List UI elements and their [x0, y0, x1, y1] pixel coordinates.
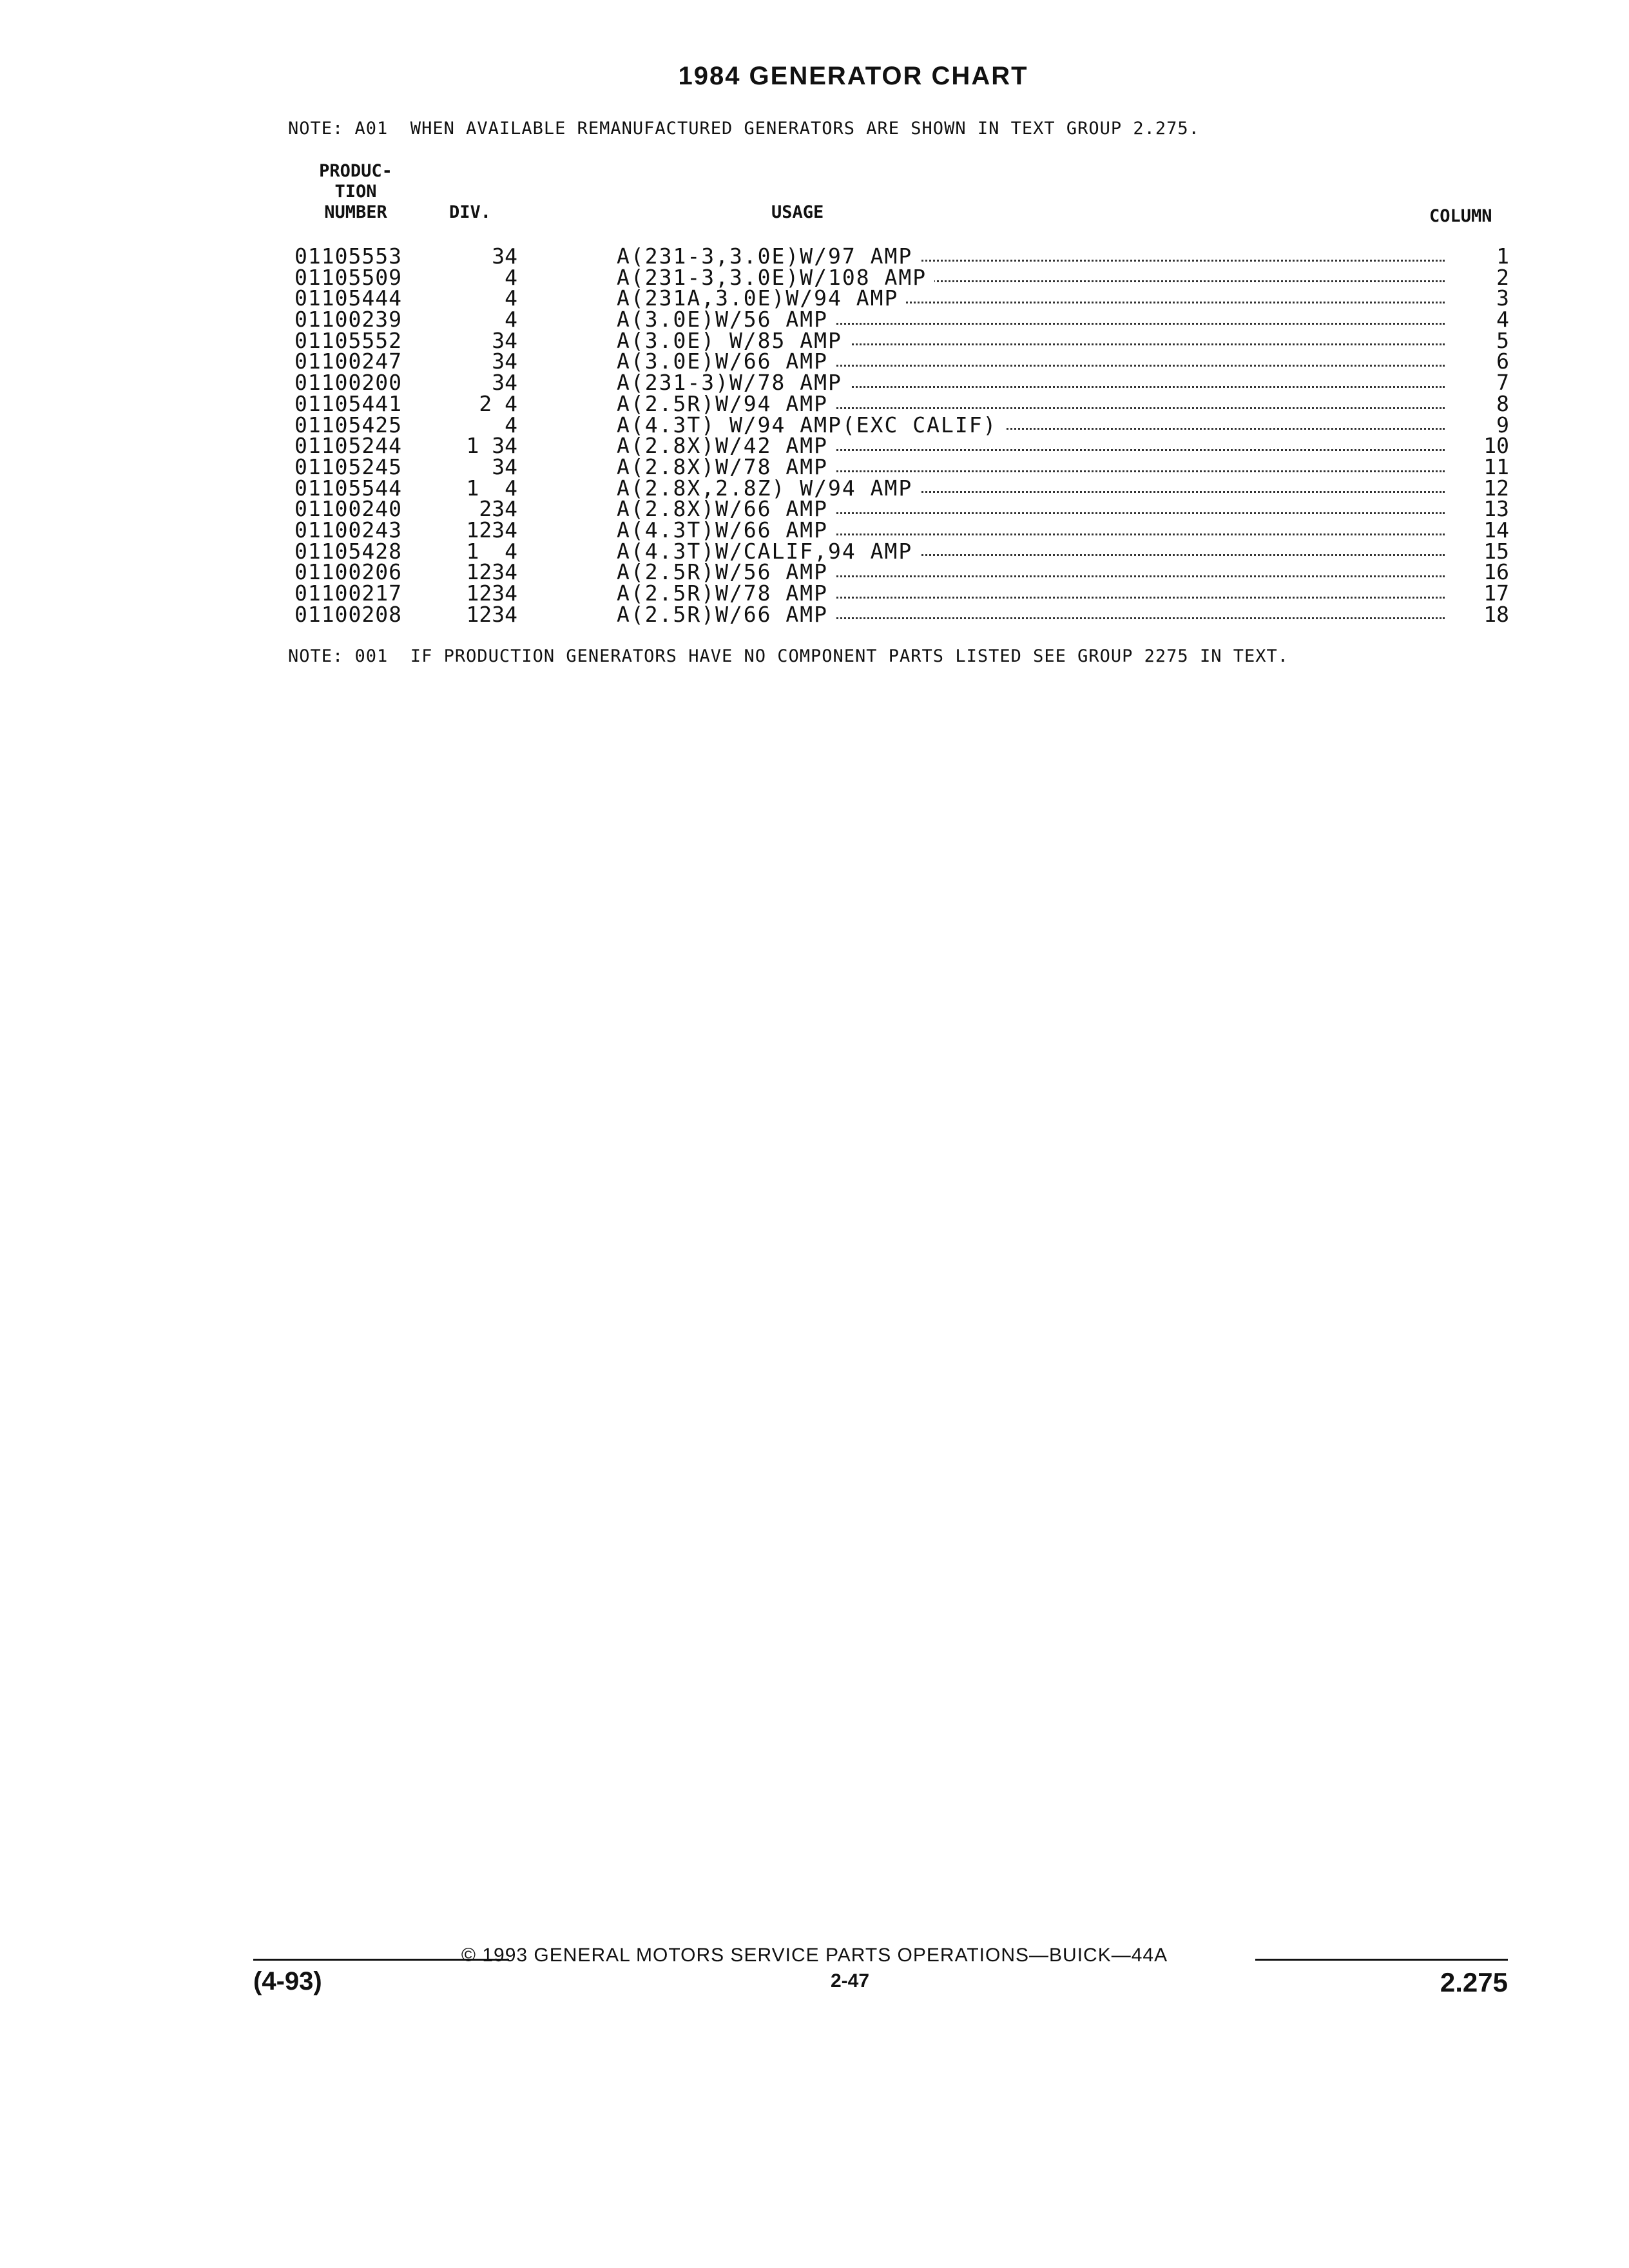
- division: 4: [505, 412, 517, 437]
- usage-text: A(231-3,3.0E)W/97 AMP: [617, 246, 920, 267]
- column-number: 3: [1496, 285, 1509, 311]
- page-title: 1984 GENERATOR CHART: [678, 62, 1028, 90]
- division: 34: [492, 370, 517, 396]
- usage: [617, 499, 1445, 520]
- usage-text: A(231-3)W/78 AMP: [617, 372, 850, 394]
- production-number: 01100243: [294, 517, 402, 543]
- usage: [617, 457, 1445, 478]
- column-number: 6: [1496, 349, 1509, 374]
- division: 1 34: [466, 433, 517, 459]
- header-usage: USAGE: [771, 202, 824, 222]
- usage-text: A(3.0E)W/56 AMP: [617, 309, 836, 331]
- division: 1234: [466, 559, 517, 585]
- division: 34: [492, 327, 517, 353]
- note-production: NOTE: 001 IF PRODUCTION GENERATORS HAVE NO COMPONENT PARTS LISTED SEE GROUP 2275 IN TEXT.: [288, 646, 1289, 666]
- column-number: 1: [1496, 244, 1509, 269]
- division: 234: [479, 496, 517, 522]
- division: 34: [492, 349, 517, 374]
- table-row: [294, 390, 1512, 416]
- usage: [617, 541, 1445, 562]
- division: 1234: [466, 601, 517, 627]
- table-row: [294, 433, 1512, 459]
- header-production-line1: PRODUC-: [319, 161, 392, 181]
- production-number: 01100217: [294, 581, 402, 606]
- division: 2 4: [479, 390, 517, 416]
- table-row: [294, 327, 1512, 353]
- table-row: [294, 372, 1512, 394]
- production-number: 01105509: [294, 264, 402, 290]
- table-row: [294, 351, 1512, 372]
- production-number: 01105425: [294, 412, 402, 437]
- division: 34: [492, 454, 517, 479]
- usage-text: A(4.3T) W/94 AMP(EXC CALIF): [617, 415, 1005, 436]
- column-number: 14: [1483, 517, 1509, 543]
- column-number: 16: [1483, 559, 1509, 585]
- production-number: 01105544: [294, 475, 402, 501]
- division: 1 4: [466, 475, 517, 501]
- table-row: [294, 246, 1512, 267]
- column-number: 8: [1496, 390, 1509, 416]
- division: 34: [492, 244, 517, 269]
- column-number: 15: [1483, 538, 1509, 564]
- table-row: [294, 309, 1512, 331]
- column-number: 7: [1496, 370, 1509, 396]
- header-production-line2: TION: [334, 182, 377, 202]
- column-number: 12: [1483, 475, 1509, 501]
- division: 1234: [466, 517, 517, 543]
- column-number: 17: [1483, 581, 1509, 606]
- footer-rule-right: [1255, 1959, 1508, 1961]
- table-row: [294, 583, 1512, 604]
- usage-text: A(4.3T)W/CALIF,94 AMP: [617, 541, 920, 562]
- usage: [617, 351, 1445, 372]
- production-number: 01105428: [294, 538, 402, 564]
- usage-text: A(2.5R)W/66 AMP: [617, 604, 836, 626]
- usage-text: A(2.8X,2.8Z) W/94 AMP: [617, 478, 920, 499]
- division: 4: [505, 285, 517, 311]
- production-number: 01105245: [294, 454, 402, 479]
- usage-text: A(2.5R)W/78 AMP: [617, 583, 836, 604]
- table-row: [294, 517, 1512, 543]
- production-number: 01100239: [294, 307, 402, 332]
- table-row: [294, 475, 1512, 501]
- table-row: [294, 601, 1512, 627]
- usage-text: A(2.5R)W/94 AMP: [617, 394, 836, 415]
- division: 4: [505, 307, 517, 332]
- usage-text: A(2.8X)W/78 AMP: [617, 457, 836, 478]
- usage-text: A(231-3,3.0E)W/108 AMP: [617, 267, 934, 289]
- usage: [617, 520, 1445, 541]
- production-number: 01100200: [294, 370, 402, 396]
- usage: [617, 288, 1445, 309]
- table-row: [294, 285, 1512, 311]
- header-production-number: [311, 161, 401, 223]
- header-column: COLUMN: [1429, 206, 1492, 226]
- usage: [617, 583, 1445, 604]
- production-number: 01100240: [294, 496, 402, 522]
- usage: [617, 436, 1445, 457]
- production-number: 01105552: [294, 327, 402, 353]
- division: 1234: [466, 581, 517, 606]
- column-number: 2: [1496, 264, 1509, 290]
- usage-text: A(231A,3.0E)W/94 AMP: [617, 288, 906, 309]
- production-number: 01105444: [294, 285, 402, 311]
- usage-text: A(2.8X)W/66 AMP: [617, 499, 836, 520]
- usage: [617, 331, 1445, 352]
- usage: [617, 604, 1445, 626]
- usage: [617, 562, 1445, 583]
- production-number: 01105244: [294, 433, 402, 459]
- footer-page-number: 2-47: [830, 1970, 870, 1992]
- usage-text: A(3.0E)W/66 AMP: [617, 351, 836, 372]
- column-number: 18: [1483, 601, 1509, 627]
- footer-date: (4-93): [253, 1967, 322, 1995]
- usage-text: A(3.0E) W/85 AMP: [617, 331, 850, 352]
- production-number: 01105553: [294, 244, 402, 269]
- usage: [617, 246, 1445, 267]
- column-number: 11: [1483, 454, 1509, 479]
- column-number: 10: [1483, 433, 1509, 459]
- header-production-line3: NUMBER: [324, 202, 387, 222]
- usage: [617, 478, 1445, 499]
- production-number: 01100247: [294, 349, 402, 374]
- generator-table: [294, 246, 1512, 625]
- usage: [617, 309, 1445, 331]
- division: 4: [505, 264, 517, 290]
- usage-text: A(2.8X)W/42 AMP: [617, 436, 836, 457]
- production-number: 01100206: [294, 559, 402, 585]
- note-remanufactured: NOTE: A01 WHEN AVAILABLE REMANUFACTURED GENERATORS ARE SHOWN IN TEXT GROUP 2.275.: [288, 119, 1200, 139]
- usage: [617, 267, 1445, 289]
- usage: [617, 415, 1445, 436]
- usage: [617, 372, 1445, 394]
- usage-text: A(2.5R)W/56 AMP: [617, 562, 836, 583]
- header-div: DIV.: [449, 202, 492, 222]
- footer-copyright: © 1993 GENERAL MOTORS SERVICE PARTS OPERATIONS—BUICK—44A: [461, 1945, 1168, 1966]
- production-number: 01105441: [294, 390, 402, 416]
- usage: [617, 394, 1445, 415]
- division: 1 4: [466, 538, 517, 564]
- column-number: 5: [1496, 327, 1509, 353]
- production-number: 01100208: [294, 601, 402, 627]
- footer-group-number: 2.275: [1440, 1967, 1508, 1997]
- usage-text: A(4.3T)W/66 AMP: [617, 520, 836, 541]
- column-number: 13: [1483, 496, 1509, 522]
- table-row: [294, 264, 1512, 290]
- column-number: 4: [1496, 307, 1509, 332]
- column-number: 9: [1496, 412, 1509, 437]
- table-row: [294, 454, 1512, 479]
